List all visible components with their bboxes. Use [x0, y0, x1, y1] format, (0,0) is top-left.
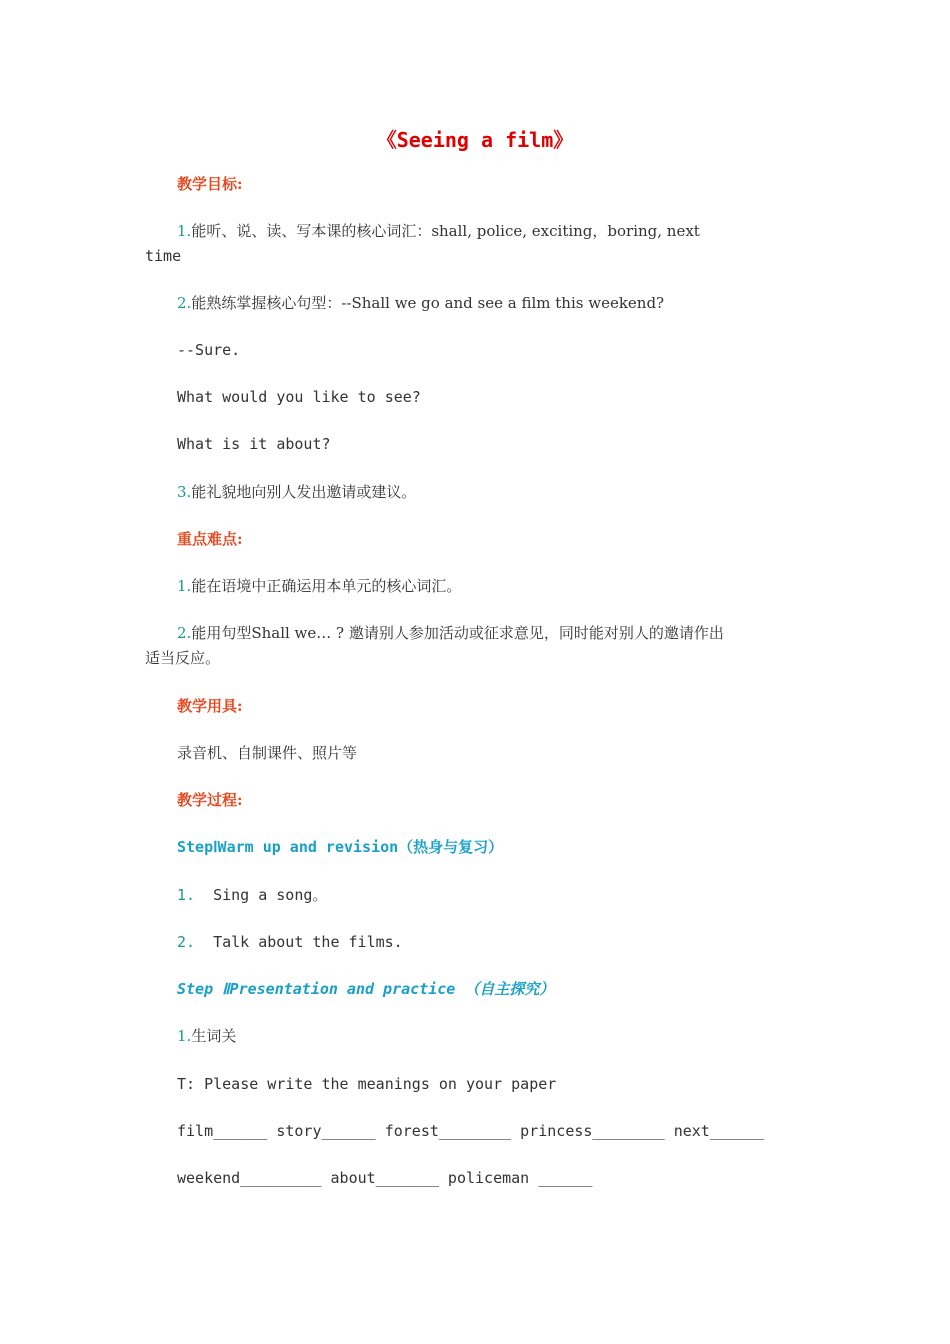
step-2-item-1	[177, 1024, 236, 1049]
step-1-heading: StepⅠWarm up and revision（热身与复习）	[177, 838, 504, 856]
key-point-item-2	[177, 621, 724, 646]
step-1-item-1	[177, 883, 327, 908]
step-1-item-2	[177, 930, 403, 955]
objectives-heading: 教学目标:	[177, 175, 243, 193]
objective-item-1	[177, 219, 700, 244]
key-point-item-2-text: 能用句型Shall we… ? 邀请别人参加活动或征求意见，同时能对别人的邀请作出	[191, 624, 724, 642]
vocab-line-2: weekend_________ about_______ policeman ______	[177, 1169, 593, 1187]
objective-item-2-number: 2.	[177, 294, 192, 312]
sentence-sure: --Sure.	[177, 341, 241, 359]
vocab-line-1: film______ story______ forest________ princess________ next______	[177, 1122, 764, 1140]
step-1-item-2-text: Talk about the films.	[213, 933, 403, 951]
objective-item-1-number: 1.	[177, 222, 192, 240]
key-points-heading: 重点难点:	[177, 530, 243, 548]
instruction-line: T: Please write the meanings on your paper	[177, 1075, 557, 1093]
sentence-what-see: What would you like to see?	[177, 388, 421, 406]
objective-item-3	[177, 480, 416, 505]
step-1-item-1-text: Sing a song。	[213, 886, 328, 904]
key-point-item-2-continuation: 适当反应。	[145, 649, 221, 667]
objective-item-2-text: 能熟练掌握核心句型：--Shall we go and see a film this weekend?	[191, 294, 665, 312]
objective-item-1-continuation: time	[145, 247, 182, 265]
step-2-item-1-text: 生词关	[191, 1027, 237, 1045]
tools-heading: 教学用具:	[177, 697, 243, 715]
key-point-item-1-number: 1.	[177, 577, 192, 595]
objective-item-1-text: 能听、说、读、写本课的核心词汇：shall, police, exciting，boring, next	[191, 222, 700, 240]
step-2-item-1-number: 1.	[177, 1027, 192, 1045]
key-point-item-2-number: 2.	[177, 624, 192, 642]
step-1-item-2-number: 2.	[177, 933, 196, 951]
objective-item-3-text: 能礼貌地向别人发出邀请或建议。	[191, 483, 417, 501]
sentence-what-about: What is it about?	[177, 435, 331, 453]
objective-item-2	[177, 291, 664, 316]
tools-text: 录音机、自制课件、照片等	[177, 744, 358, 762]
key-point-item-1-text: 能在语境中正确运用本单元的核心词汇。	[191, 577, 462, 595]
process-heading: 教学过程:	[177, 791, 243, 809]
key-point-item-1	[177, 574, 461, 599]
step-1-item-1-number: 1.	[177, 886, 196, 904]
step-2-heading: Step ⅡPresentation and practice （自主探究）	[177, 980, 555, 998]
page-title: 《Seeing a film》	[376, 128, 574, 152]
objective-item-3-number: 3.	[177, 483, 192, 501]
